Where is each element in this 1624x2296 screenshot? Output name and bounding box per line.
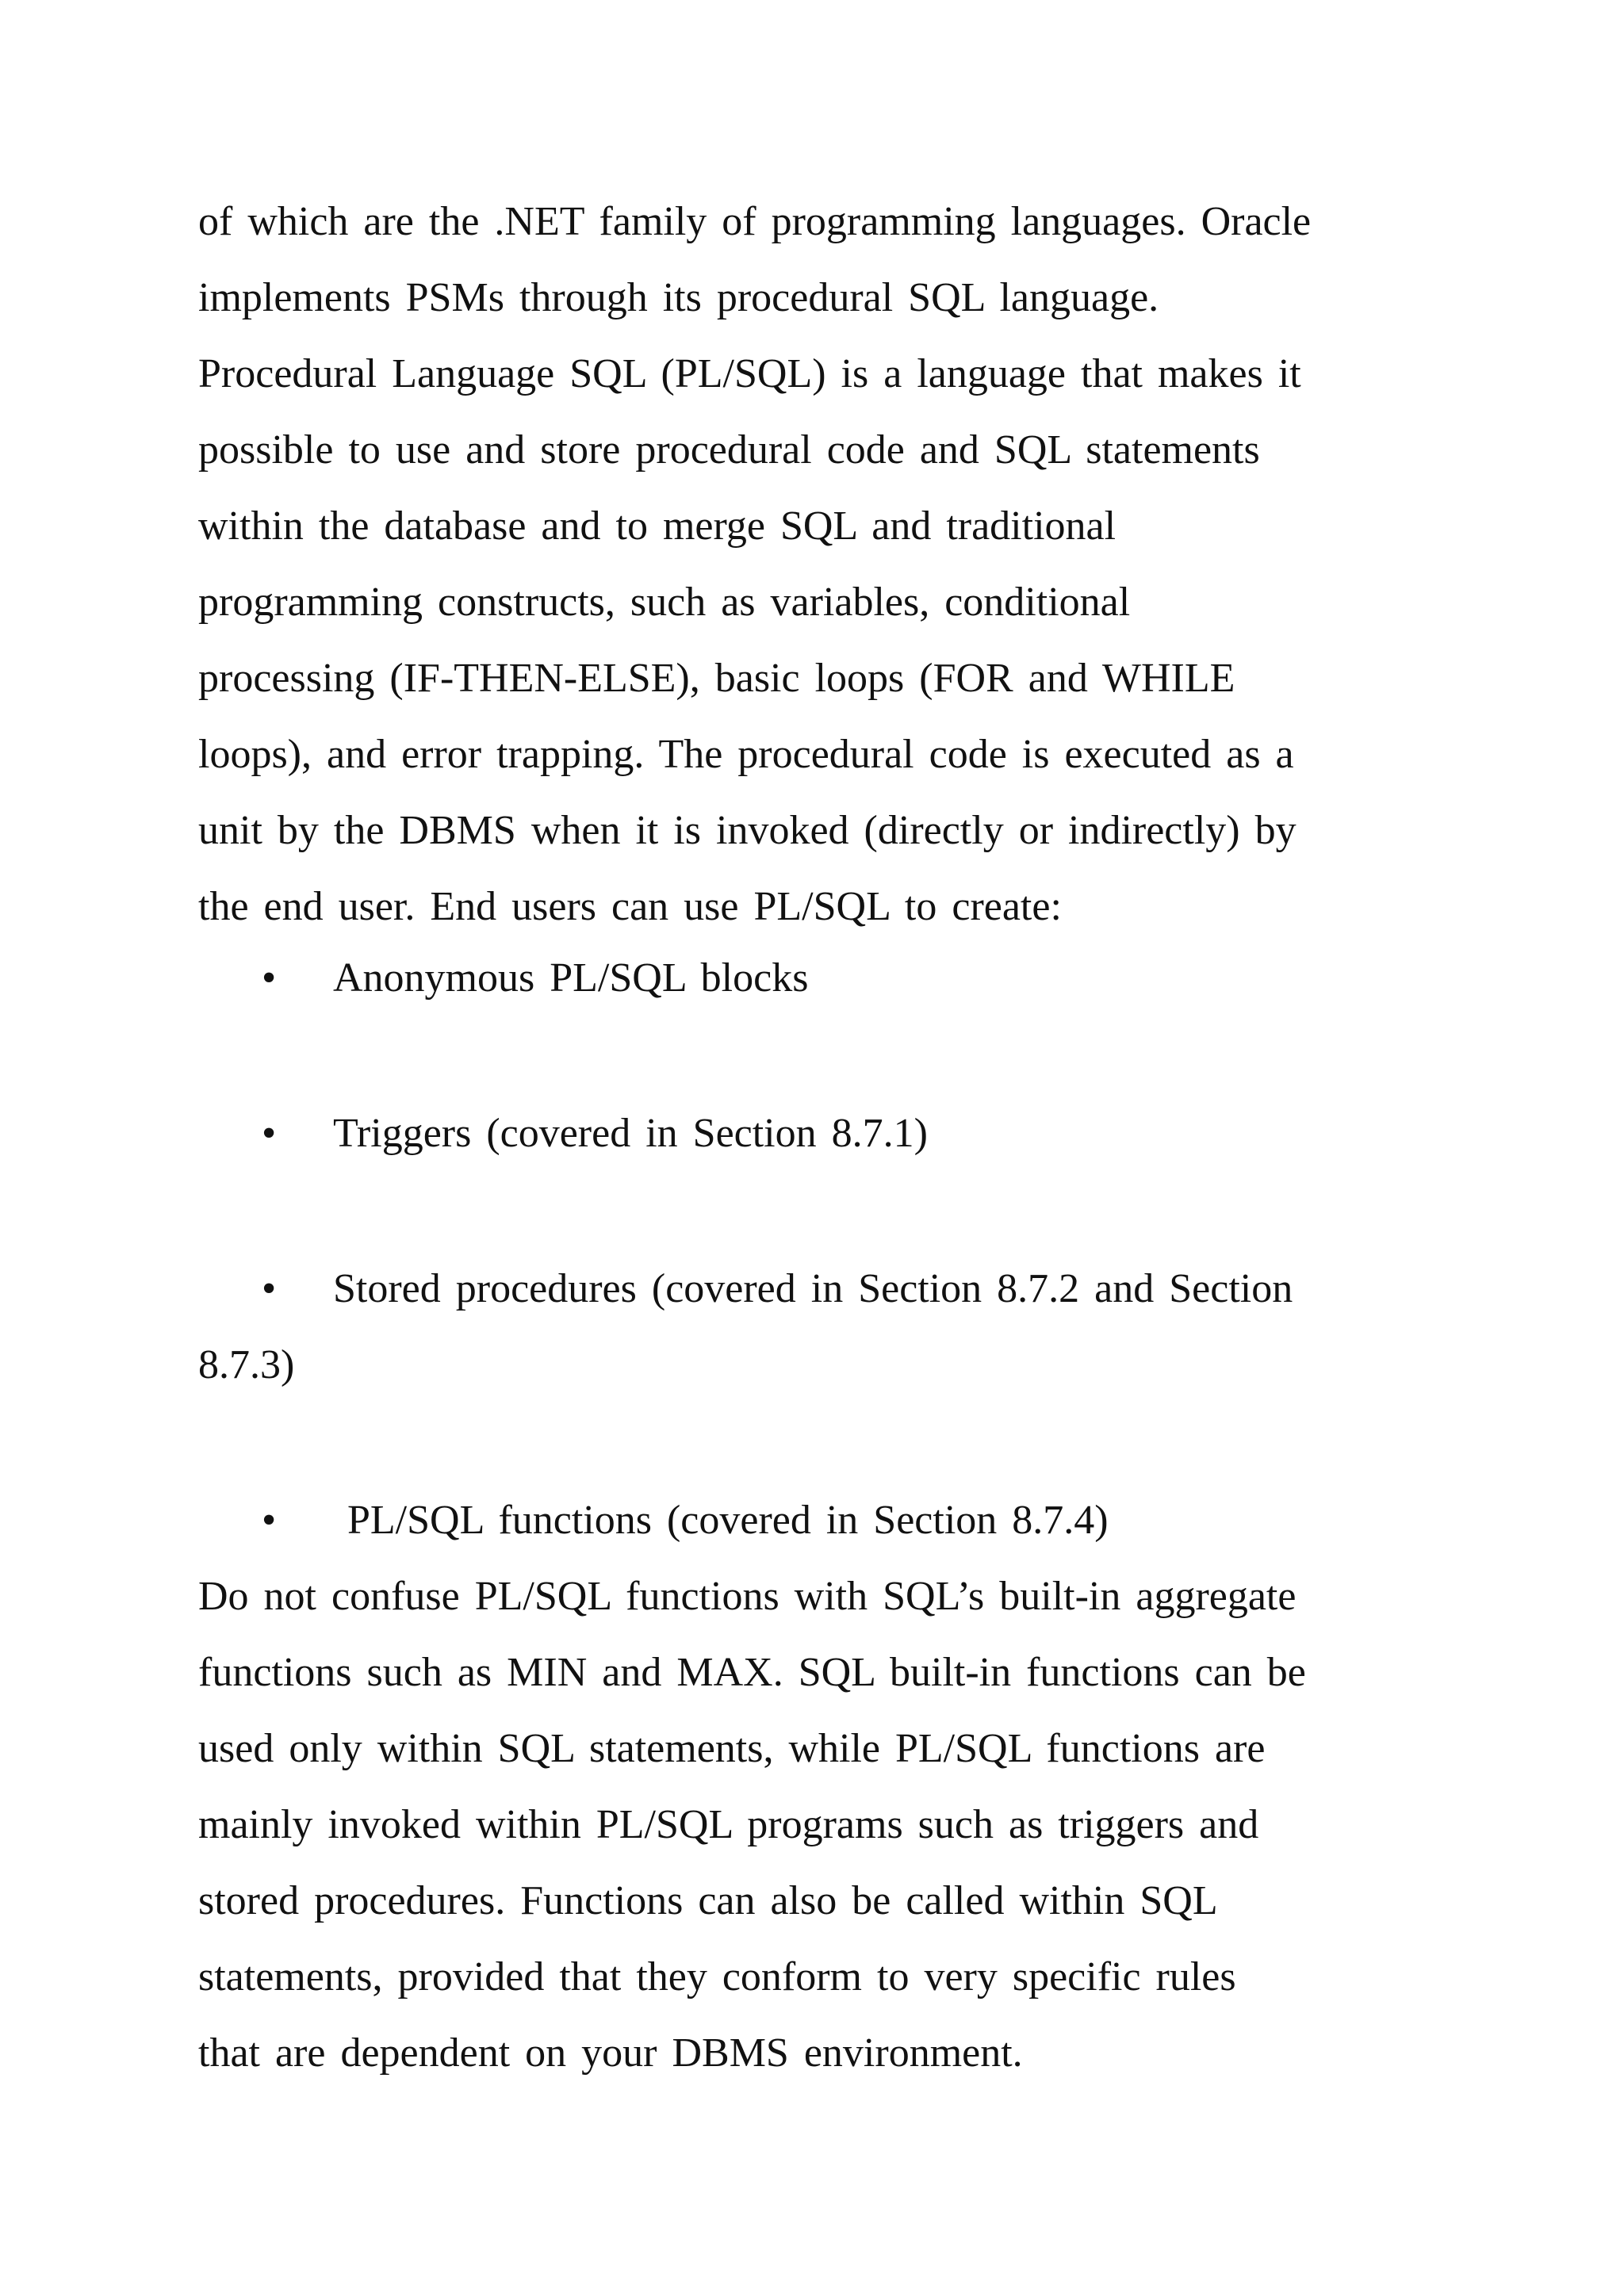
paragraph-line: used only within SQL statements, while PL/SQL functions are	[198, 1726, 1266, 1771]
bullet-text: Triggers (covered in Section 8.7.1)	[333, 1111, 928, 1156]
bullet-text: Stored procedures (covered in Section 8.7.2 and Section	[333, 1266, 1293, 1311]
paragraph-line: unit by the DBMS when it is invoked (directly or indirectly) by	[198, 808, 1297, 853]
paragraph-line: Do not confuse PL/SQL functions with SQL’s built-in aggregate	[198, 1574, 1297, 1619]
paragraph-line: stored procedures. Functions can also be called within SQL	[198, 1878, 1218, 1923]
paragraph-line: within the database and to merge SQL and traditional	[198, 503, 1116, 549]
paragraph-line: mainly invoked within PL/SQL programs such as triggers and	[198, 1802, 1259, 1847]
bullet-icon: •	[262, 1111, 277, 1156]
bullet-text: Anonymous PL/SQL blocks	[333, 955, 809, 1001]
paragraph-line: possible to use and store procedural code and SQL statements	[198, 427, 1260, 473]
bullet-continuation-text: 8.7.3)	[198, 1342, 295, 1387]
paragraph-functions-note	[198, 1559, 1435, 2091]
paragraph-line: that are dependent on your DBMS environment.	[198, 2030, 1023, 2076]
bullet-icon: •	[262, 1266, 277, 1311]
bullet-icon: •	[262, 955, 277, 1001]
paragraph-line: statements, provided that they conform to very specific rules	[198, 1954, 1236, 1999]
paragraph-line: loops), and error trapping. The procedural code is executed as a	[198, 732, 1294, 777]
paragraph-line: implements PSMs through its procedural SQL language.	[198, 275, 1159, 320]
paragraph-plsql-intro	[198, 184, 1435, 945]
paragraph-line: functions such as MIN and MAX. SQL built-in functions can be	[198, 1650, 1306, 1695]
paragraph-line: of which are the .NET family of programming languages. Oracle	[198, 199, 1312, 244]
bullet-text: PL/SQL functions (covered in Section 8.7.4)	[347, 1498, 1109, 1543]
paragraph-line: programming constructs, such as variables, conditional	[198, 580, 1131, 625]
paragraph-line: the end user. End users can use PL/SQL to create:	[198, 884, 1062, 929]
paragraph-line: Procedural Language SQL (PL/SQL) is a language that makes it	[198, 351, 1301, 396]
bullet-icon: •	[262, 1498, 277, 1543]
paragraph-line: processing (IF-THEN-ELSE), basic loops (FOR and WHILE	[198, 656, 1235, 701]
